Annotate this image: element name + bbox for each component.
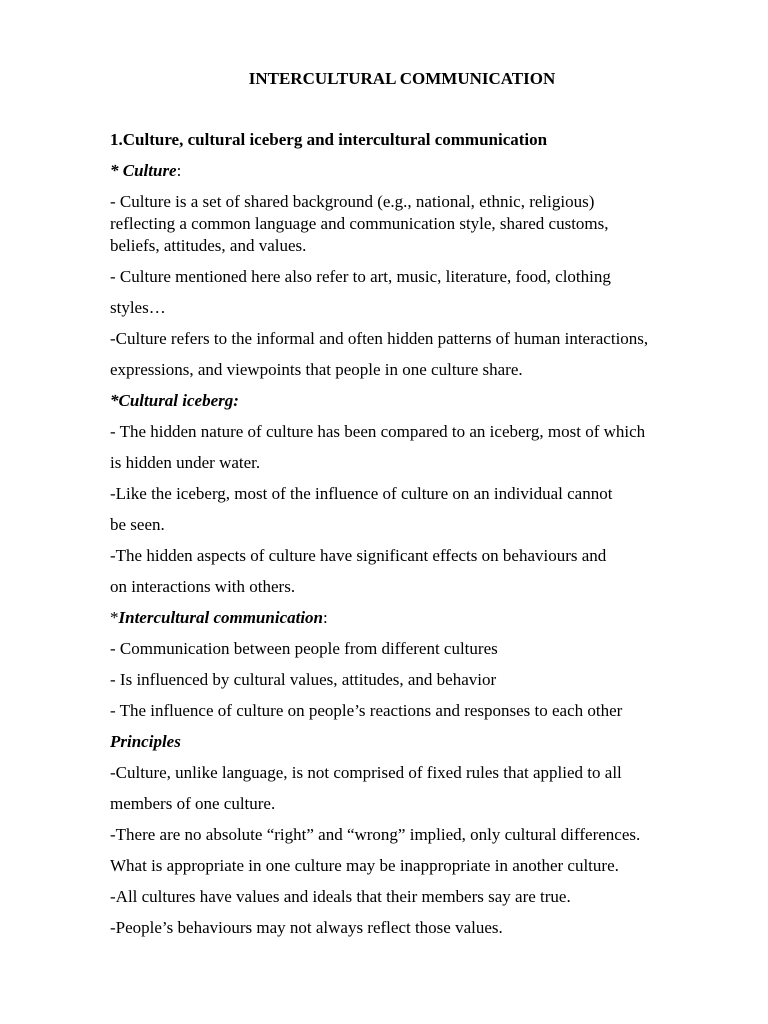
document-body [110, 129, 700, 939]
culture-heading-suffix: : [176, 161, 182, 180]
paragraph-line: -Like the iceberg, most of the influence of culture on an individual cannot [110, 484, 613, 503]
paragraph-line: beliefs, attitudes, and values. [110, 236, 307, 255]
list-item: - The influence of culture on people’s reactions and responses to each other [110, 701, 623, 720]
paragraph-line: is hidden under water. [110, 453, 261, 472]
iceberg-paragraph-1 [110, 421, 700, 474]
intercultural-heading-term: Intercultural communication [118, 608, 324, 627]
paragraph-line: -Culture, unlike language, is not comprised of fixed rules that applied to all [110, 763, 622, 782]
paragraph-line: on interactions with others. [110, 577, 296, 596]
culture-paragraph-1 [110, 191, 700, 257]
section-heading: 1.Culture, cultural iceberg and intercultural communication [110, 130, 548, 149]
document-title: INTERCULTURAL COMMUNICATION [248, 69, 556, 88]
culture-heading-prefix: * [110, 161, 123, 180]
principles-heading: Principles [110, 732, 181, 751]
paragraph-line: -Culture refers to the informal and often hidden patterns of human interactions, [110, 329, 649, 348]
list-item: - Communication between people from different cultures [110, 639, 498, 658]
iceberg-paragraph-2 [110, 483, 700, 536]
culture-paragraph-2 [110, 266, 700, 319]
paragraph-line: - Culture is a set of shared background (e.g., national, ethnic, religious) [110, 192, 595, 211]
principles-paragraph-3: -All cultures have values and ideals that their members say are true. [110, 887, 571, 906]
paragraph-line: reflecting a common language and communication style, shared customs, [110, 214, 609, 233]
paragraph-line: -There are no absolute “right” and “wrong” implied, only cultural differences. [110, 825, 641, 844]
paragraph-line: - The hidden nature of culture has been compared to an iceberg, most of which [110, 422, 646, 441]
paragraph-line: expressions, and viewpoints that people in one culture share. [110, 360, 523, 379]
paragraph-line: - Culture mentioned here also refer to art, music, literature, food, clothing [110, 267, 611, 286]
principles-paragraph-1 [110, 762, 700, 815]
principles-paragraph-4: -People’s behaviours may not always reflect those values. [110, 918, 503, 937]
culture-paragraph-3 [110, 328, 700, 381]
paragraph-line: be seen. [110, 515, 165, 534]
paragraph-line: -The hidden aspects of culture have significant effects on behaviours and [110, 546, 607, 565]
principles-paragraph-2 [110, 824, 700, 877]
culture-heading-term: Culture [122, 161, 177, 180]
intercultural-heading-suffix: : [323, 608, 328, 627]
paragraph-line: styles… [110, 298, 166, 317]
list-item: - Is influenced by cultural values, attitudes, and behavior [110, 670, 497, 689]
intercultural-heading-prefix: * [110, 608, 119, 627]
paragraph-line: members of one culture. [110, 794, 276, 813]
intercultural-heading [110, 607, 700, 629]
culture-heading [110, 160, 700, 182]
paragraph-line: What is appropriate in one culture may be inappropriate in another culture. [110, 856, 619, 875]
iceberg-paragraph-3 [110, 545, 700, 598]
iceberg-heading: *Cultural iceberg: [110, 391, 239, 410]
